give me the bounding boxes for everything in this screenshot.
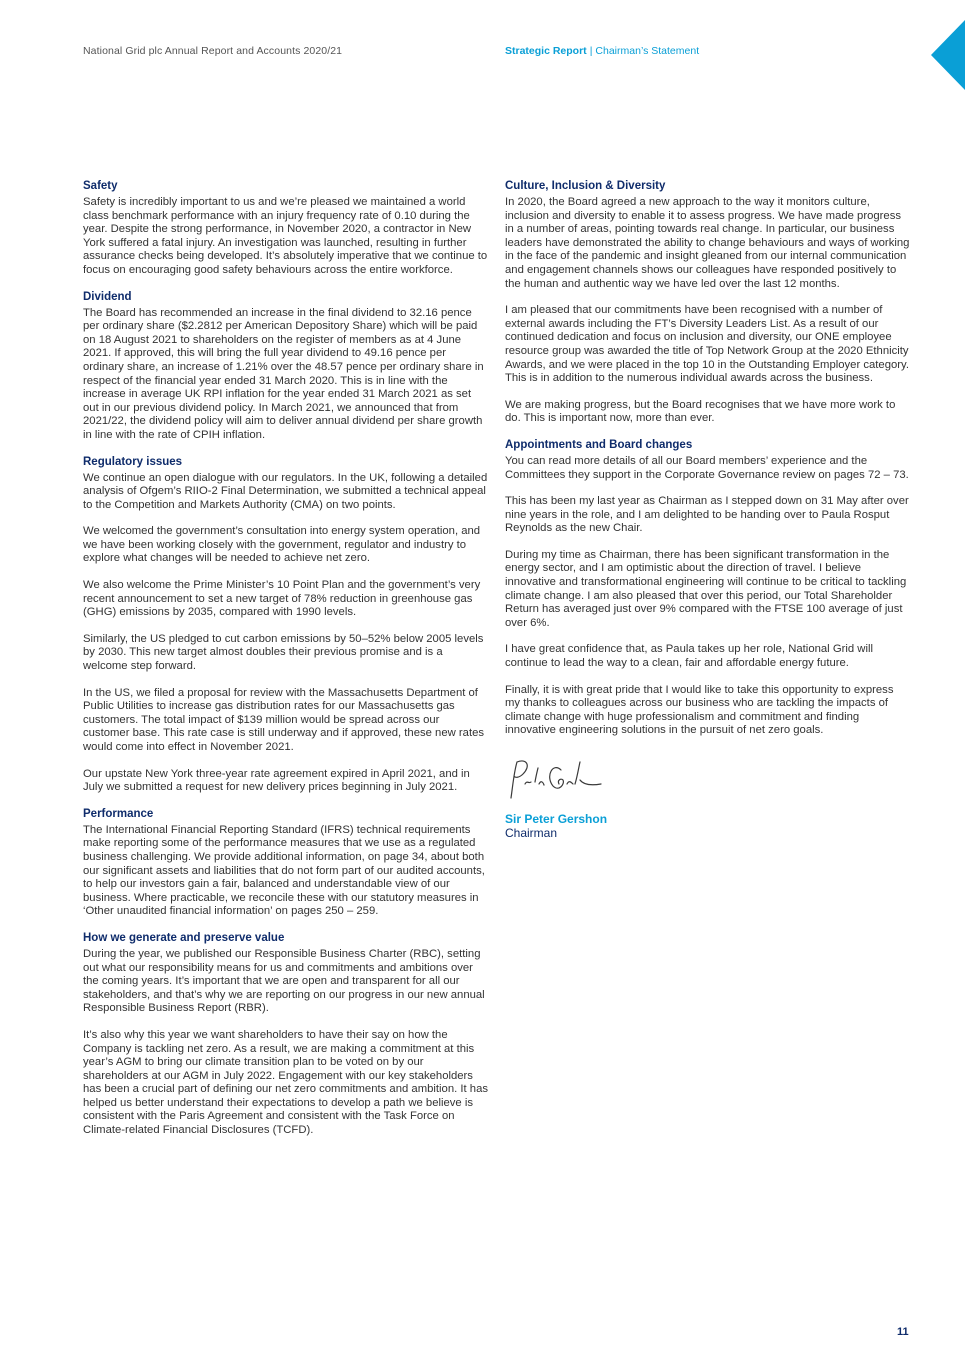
paragraph: During my time as Chairman, there has been significant transformation in the energy sector, and I am optimistic about the direction of travel. I believe innovative and transformational engineering will continue to be critical to tackling climate change. I am also pleased that over this period, our Total Shareholder Return has averaged just over 9% compared with the FTSE 100 average of just over 6%. (505, 548, 907, 629)
paragraph: I am pleased that our commitments have been recognised with a number of external awards including the FT’s Diversity Leaders List. As a result of our continued dedication and focus on inclusion and diversity, our ONE employee resource group was awarded the title of Top Network Group at the 2020 Ethnicity Awards, and we were placed in the top 10 in the Outstanding Employer category. This is in addition to the numerous individual awards across the business. (505, 304, 909, 385)
breadcrumb-section: Strategic Report (505, 45, 587, 57)
performance-section (83, 807, 489, 919)
breadcrumb-separator: | (589, 45, 593, 57)
paragraph: It’s also why this year we want shareholders to have their say on how the Company is tackling net zero. As a result, we are making a commitment at this year’s AGM to bring our climate transition plan to be voted on by our shareholders at our AGM in July 2022. Engagement with our key stakeholders has been a crucial part of defining our net zero commitments and ambition. It has helped us better understand their expectations to develop a path we believe is consistent with the Paris Agreement and consistent with the Task Force on Climate-related Financial Disclosures (TCFD). (83, 1028, 489, 1137)
report-title: National Grid plc Annual Report and Accounts 2020/21 (83, 45, 343, 57)
paragraph: You can read more details of all our Board members’ experience and the Committees they support in the Corporate Governance review on pages 72 – 73. (505, 454, 909, 481)
paragraph: We also welcome the Prime Minister’s 10 Point Plan and the government’s very recent announcement to set a new target of 78% reduction in greenhouse gas (GHG) emissions by 2035, compared with 1990 levels. (83, 579, 481, 619)
paragraph: We welcomed the government’s consultation into energy system operation, and we have been working closely with the government, regulator and industry to explore what changes will be needed to achieve net zero. (83, 525, 481, 565)
culture-section (505, 179, 911, 426)
paragraph: This has been my last year as Chairman as I stepped down on 31 May after over nine years in the role, and I am delighted to be handing over to Paula Rosput Reynolds as the new Chair. (505, 495, 909, 535)
signer-role: Chairman (505, 826, 558, 840)
paragraph: We continue an open dialogue with our regulators. In the UK, following a detailed analysis of Ofgem’s RIIO-2 Final Determination, we submitted a technical appeal to the Competition and Markets Authority (CMA) on two points. (83, 471, 488, 511)
section-breadcrumb (505, 45, 699, 57)
paragraph: I have great confidence that, as Paula takes up her role, National Grid will continue to lead the way to a clean, fair and affordable energy future. (505, 643, 873, 670)
paragraph: We are making progress, but the Board recognises that we have more work to do. This is important now, more than ever. (505, 398, 896, 425)
paragraph: Safety is incredibly important to us and we’re pleased we maintained a world class benchmark performance with an injury frequency rate of 0.10 during the year. Despite the strong performance, in November 2020, a contractor in New York suffered a fatal injury. An investigation was launched, resulting in further assurance checks being developed. It’s absolutely imperative that we continue to focus on encouraging good safety behaviours across the entire workforce. (83, 196, 488, 276)
section-heading: How we generate and preserve value (83, 931, 285, 944)
paragraph: During the year, we published our Responsible Business Charter (RBC), setting out what our responsibility means for us and commitments and ambitions over the coming years. It’s important that we are open and transparent for all our stakeholders, and that’s why we are reporting on our progress in our new annual Responsible Business Report (RBR). (83, 947, 485, 1015)
signer-name: Sir Peter Gershon (505, 812, 608, 826)
safety-section (83, 179, 489, 278)
paragraph: In 2020, the Board agreed a new approach to the way it monitors culture, inclusion and diversity to enable it to assess progress. We have made progress in a number of areas, pointing towards real change. In particular, our business leaders have demonstrated the ability to change behaviours and ways of working in the face of the pandemic and insight gleaned from our internal communication and engagement channels shows our colleagues have responded positively to the human and authentic way we have led over the last 12 months. (505, 196, 910, 290)
corner-tab-icon (931, 20, 965, 90)
paragraph: The Board has recommended an increase in the final dividend to 32.16 pence per ordinary share ($2.2812 per American Depository Share) which will be paid on 18 August 2021 to shareholders on the register of members as at 4 June 2021. If approved, this will bring the full year dividend to 49.16 pence per ordinary share, an increase of 1.21% over the 48.57 pence per ordinary share in respect of the financial year ended 31 March 2020. This is in line with the increase in average UK RPI inflation for the year ended 31 March 2021 as set out in our previous dividend policy. In March 2021, we announced that from 2021/22, the dividend policy will aim to deliver annual dividend per share growth in line with the rate of CPIH inflation. (83, 306, 484, 441)
paragraph: Finally, it is with great pride that I would like to take this opportunity to express my thanks to colleagues across our business who are tackling the impacts of climate change with huge professionalism and commitment and finding innovative engineering solutions in the pursuit of net zero goals. (505, 683, 894, 737)
section-heading: Performance (83, 807, 154, 820)
dividend-section (83, 290, 489, 443)
appointments-section (505, 438, 911, 738)
paragraph: Similarly, the US pledged to cut carbon emissions by 50–52% below 2005 levels by 2030. This new target almost doubles their previous promise and is a welcome step forward. (83, 632, 484, 673)
section-heading: Culture, Inclusion & Diversity (505, 180, 666, 192)
value-section (83, 931, 489, 1138)
page-number: 11 (897, 1326, 909, 1338)
signature-icon (505, 754, 615, 806)
section-heading: Safety (83, 180, 118, 192)
paragraph: The International Financial Reporting Standard (IFRS) technical requirements make reporting some of the performance measures that we use as a regulated business challenging. We provide additional information, on page 34, about both our significant assets and liabilities that do not form part of our audited accounts, to help our investors gain a fair, balanced and understandable view of our business. Where practicable, we reconcile these with our statutory measures in ‘Other unaudited financial information’ on pages 250 – 259. (83, 823, 485, 918)
right-column (505, 179, 911, 840)
paragraph: In the US, we filed a proposal for review with the Massachusetts Department of Public Utilities to increase gas distribution rates for our Massachusetts gas customers. The total impact of $139 million would be spread across our customer base. This rate case is still underway and if approved, these new rates would come into effect in November 2021. (83, 686, 485, 753)
left-column (83, 179, 489, 1150)
paragraph: Our upstate New York three-year rate agreement expired in April 2021, and in July we submitted a request for new delivery prices beginning in July 2021. (83, 767, 470, 794)
regulatory-section (83, 455, 489, 795)
section-heading: Appointments and Board changes (505, 438, 693, 451)
section-heading: Dividend (83, 290, 132, 303)
section-heading: Regulatory issues (83, 455, 183, 468)
breadcrumb-subsection: Chairman’s Statement (595, 45, 700, 57)
